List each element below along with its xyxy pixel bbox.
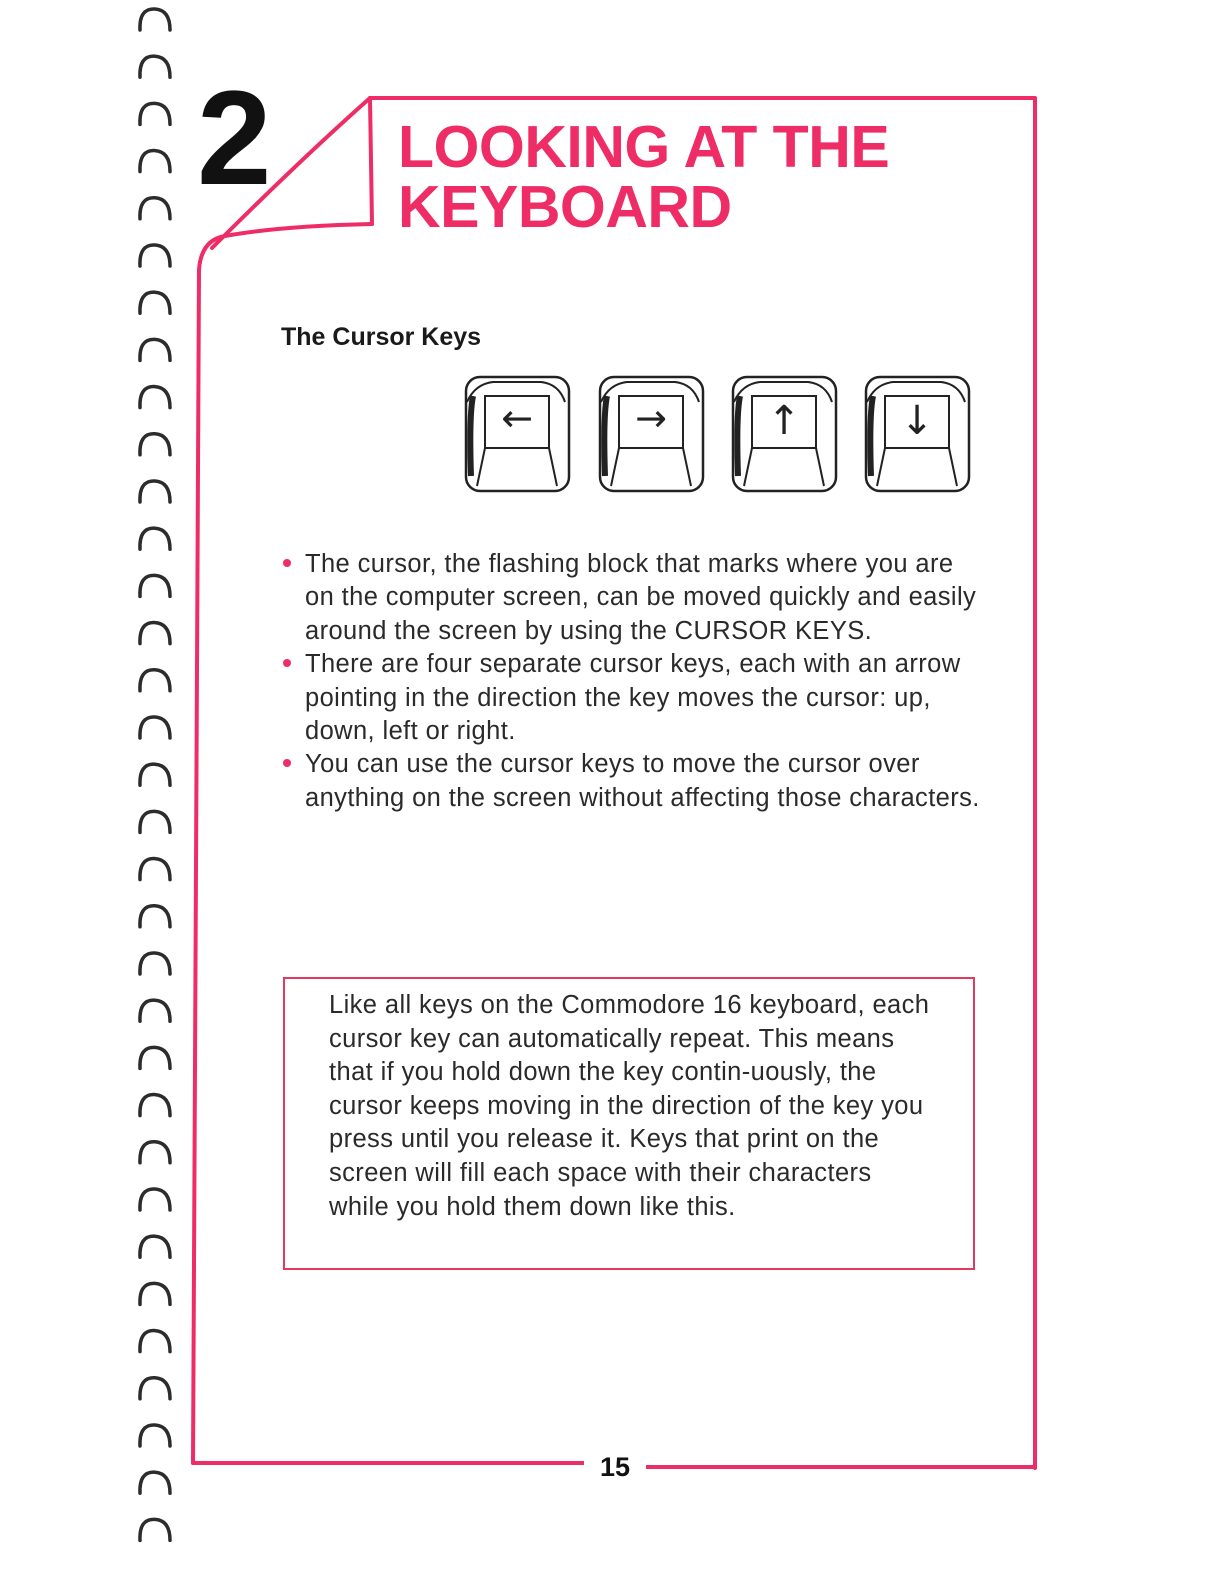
left-arrow-icon: ← — [501, 396, 533, 440]
note-text: Like all keys on the Commodore 16 keyboard, each cursor key can automatically repeat. This means that if you hold down the key contin-uously, the cursor keeps moving in the direction of the key you press until you release it. Keys that print on the screen will fill each space with their characters while you hold them down like this. — [329, 991, 930, 1221]
bullet-text: There are four separate cursor keys, each with an arrow pointing in the direction the key moves the cursor: up, down, left or right. — [305, 650, 961, 746]
chapter-title-line-1: LOOKING AT THE — [398, 114, 890, 180]
list-item — [283, 548, 983, 648]
up-arrow-icon: ↑ — [767, 398, 801, 444]
list-item — [283, 648, 983, 748]
fold-vertical — [370, 98, 372, 224]
chapter-number: 2 — [197, 64, 268, 213]
cursor-key-left — [466, 377, 569, 491]
bullet-icon — [283, 759, 291, 767]
cursor-keys-illustration — [460, 372, 980, 500]
bullet-icon — [283, 659, 291, 667]
cursor-key-down — [866, 377, 969, 491]
page-number: 15 — [584, 1449, 646, 1485]
bullet-list — [283, 548, 983, 815]
frame-left-edge — [193, 224, 372, 1463]
bullet-text: You can use the cursor keys to move the cursor over anything on the screen without affecting those characters. — [305, 750, 980, 812]
note-box — [283, 977, 975, 1270]
down-arrow-icon: ↓ — [900, 398, 934, 444]
cursor-key-right — [600, 377, 703, 491]
cursor-key-up — [733, 377, 836, 491]
chapter-title-line-2: KEYBOARD — [398, 174, 732, 240]
section-heading: The Cursor Keys — [281, 323, 482, 351]
bullet-icon — [283, 559, 291, 567]
right-arrow-icon: → — [635, 396, 667, 440]
list-item — [283, 748, 983, 815]
bullet-text: The cursor, the flashing block that marks where you are on the computer screen, can be moved quickly and easily around the screen by using the CURSOR KEYS. — [305, 550, 977, 645]
